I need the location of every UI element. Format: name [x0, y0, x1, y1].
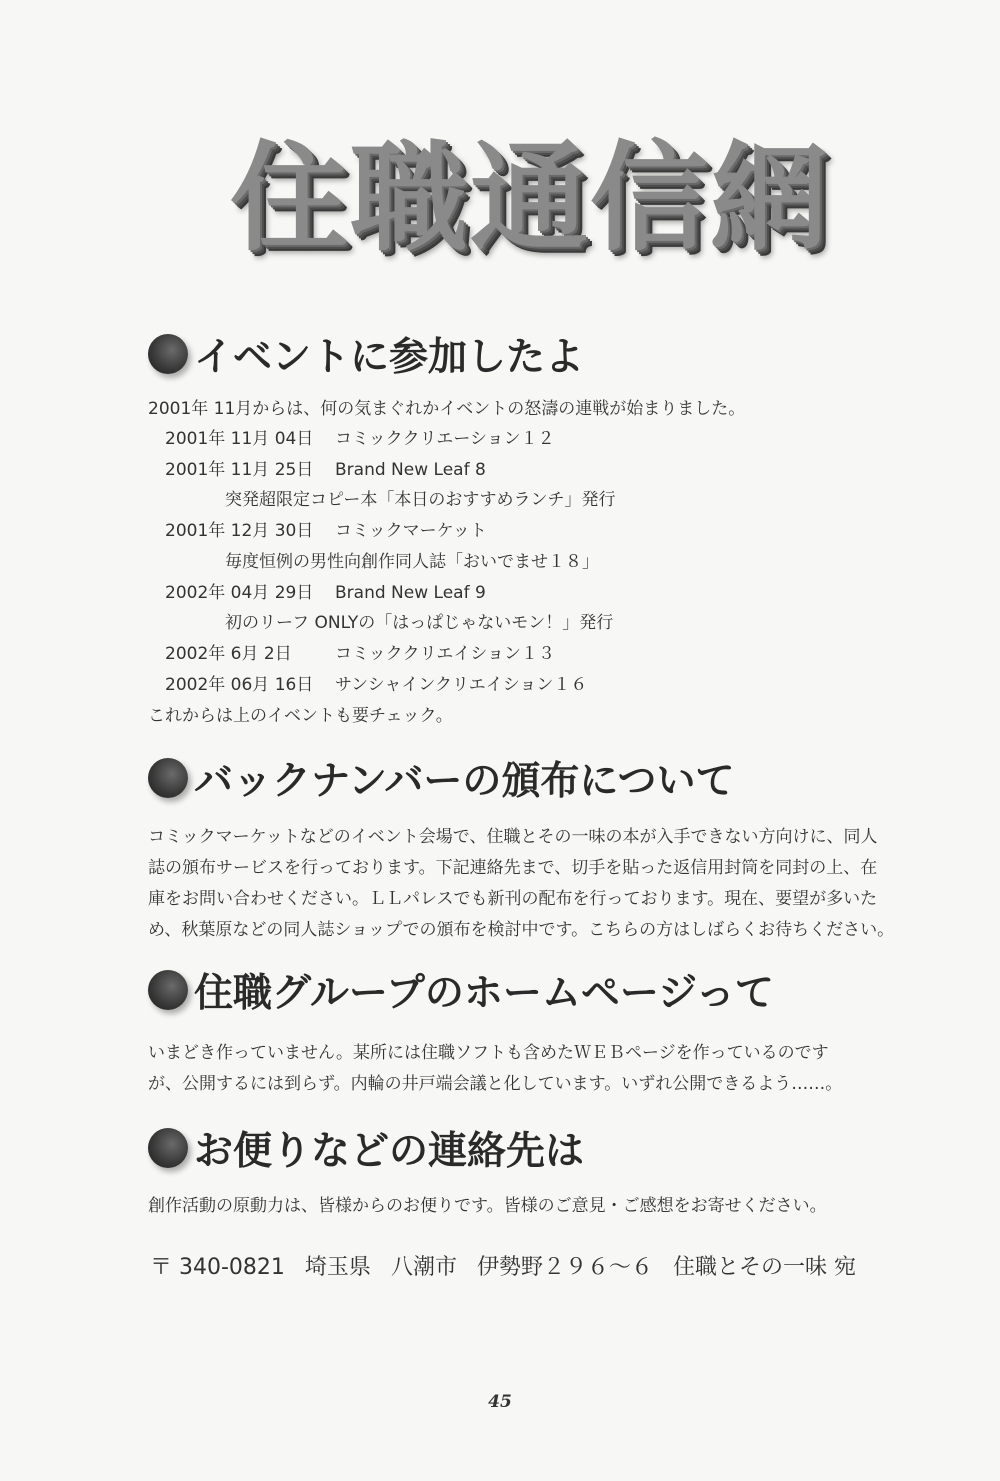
event-date: 2001年 11月 25日 [165, 460, 314, 480]
street-address: 伊勢野２９６～６ [476, 1255, 653, 1280]
event-date: 2002年 04月 29日 [165, 583, 314, 603]
paragraph-line: 庫をお問い合わせください。ＬＬパレスでも新刊の配布を行っております。現在、要望が多いた [148, 889, 878, 909]
recipient: 住職とその一味 宛 [672, 1255, 856, 1280]
section-heading-homepage [148, 962, 774, 1018]
section-heading-backnumber [148, 750, 735, 806]
section-heading-text: イベントに参加したよ [194, 335, 585, 380]
paragraph-line: 誌の頒布サービスを行っております。下記連絡先まで、切手を貼った返信用封筒を同封の上、在 [148, 858, 878, 878]
event-date: 2001年 11月 04日 [165, 429, 314, 449]
event-item [165, 428, 555, 450]
section-heading-text: お便りなどの連絡先は [194, 1129, 585, 1174]
paragraph-line: め、秋葉原などの同人誌ショップでの頒布を検討中です。こちらの方はしばらくお待ちください。 [148, 920, 895, 940]
mailing-address [150, 1250, 876, 1281]
bullet-icon [148, 758, 188, 798]
event-item [165, 582, 486, 604]
event-name: Brand New Leaf 8 [335, 460, 486, 480]
section-heading-contact [148, 1120, 584, 1176]
event-item [165, 674, 587, 696]
city: 八潮市 [390, 1255, 457, 1280]
event-name: コミッククリエイション１３ [335, 644, 555, 664]
event-date: 2002年 6月 2日 [165, 644, 292, 664]
event-note: 初のリーフ ONLYの「はっぱじゃないモン！」発行 [225, 613, 614, 633]
prefecture: 埼玉県 [304, 1255, 371, 1280]
event-item [165, 643, 555, 665]
paragraph-line: コミックマーケットなどのイベント会場で、住職とその一味の本が入手できない方向けに、同人 [148, 827, 878, 847]
bullet-icon [148, 1128, 188, 1168]
event-item [165, 520, 487, 542]
event-name: サンシャインクリエイション１６ [335, 675, 588, 695]
event-name: Brand New Leaf 9 [335, 583, 486, 603]
contact-text: 創作活動の原動力は、皆様からのお便りです。皆様のご意見・ご感想をお寄せください。 [148, 1196, 827, 1216]
page-number: 45 [488, 1392, 512, 1412]
event-date: 2002年 06月 16日 [165, 675, 314, 695]
paragraph-line: いまどき作っていません。某所には住職ソフトも含めたＷＥＢページを作っているのです [148, 1043, 829, 1063]
event-name: コミックマーケット [335, 521, 487, 541]
section-heading-text: バックナンバーの頒布について [194, 759, 735, 804]
section-heading-events [148, 326, 584, 382]
event-date: 2001年 12月 30日 [165, 521, 314, 541]
page-title: 住職通信網 [229, 129, 830, 267]
events-outro: これからは上のイベントも要チェック。 [148, 706, 453, 726]
section-heading-text: 住職グループのホームページって [194, 971, 774, 1016]
backnumber-paragraph [148, 822, 948, 946]
event-item [165, 459, 486, 481]
event-note: 突発超限定コピー本「本日のおすすめランチ」発行 [225, 490, 616, 510]
event-note: 毎度恒例の男性向創作同人誌「おいでませ１８」 [225, 552, 599, 572]
paragraph-line: が、公開するには到らず。内輪の井戸端会議と化しています。いずれ公開できるよう……。 [148, 1074, 843, 1094]
postal-code: 〒 340-0821 [150, 1255, 285, 1280]
homepage-paragraph [148, 1038, 948, 1100]
bullet-icon [148, 970, 188, 1010]
events-intro: 2001年 11月からは、何の気まぐれかイベントの怒濤の連戦が始まりました。 [148, 399, 746, 419]
bullet-icon [148, 334, 188, 374]
event-name: コミッククリエーション１２ [335, 429, 555, 449]
